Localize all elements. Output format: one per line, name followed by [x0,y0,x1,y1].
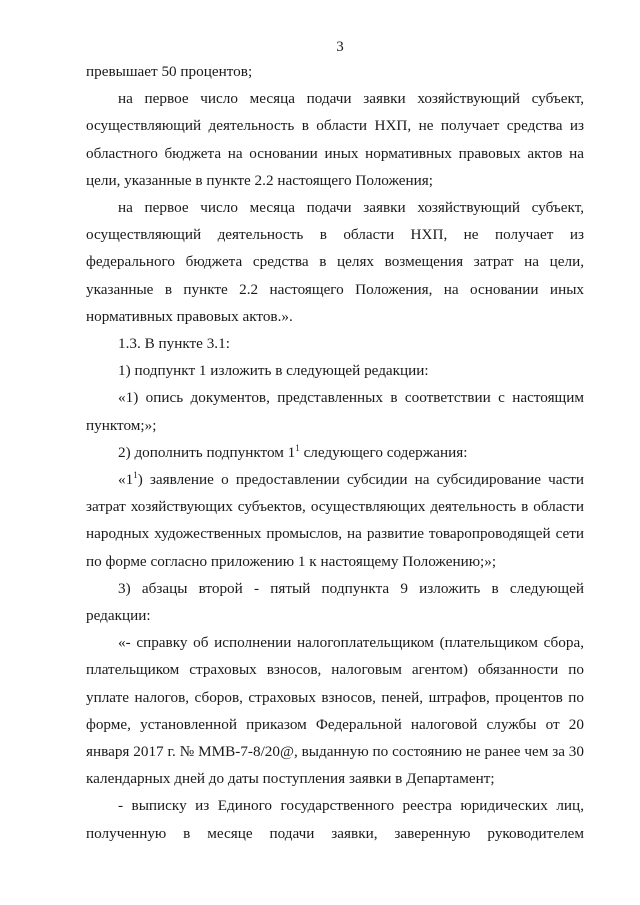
paragraph-condition-federal-budget: на первое число месяца подачи заявки хозяйствующий субъект, осуществляющий деятельность в области НХП, не получает из федерального бюджета средства в целях возмещения затрат на цели, указанные в пункте 2.2 настоящего Положения, на основании иных нормативных правовых актов.». [86,199,584,325]
page-number: 3 [336,39,344,55]
paragraph-subitem-1-text: «1) опись документов, представленных в соответствии с настоящим пунктом;»; [86,389,584,434]
paragraph-item-1-3: 1.3. В пункте 3.1: [118,335,230,353]
paragraph-tax-certificate: «- справку об исполнении налогоплательщиком (плательщиком сбора, плательщиком страховых взносов, налоговым агентом) обязанности по уплате налогов, сборов, страховых взносов, пеней, штрафов, процентов по форме, установленной приказом Федеральной налоговой службы от 20 января 2017 г. № ММВ-7-8/20@, выданную по состоянию не ранее чем за 30 календарных дней до даты поступления заявки в Департамент; [86,634,584,788]
text-fragment: 2) дополнить подпунктом 1 [118,443,296,461]
document-body [86,58,584,847]
text-fragment: ) заявление о предоставлении субсидии на субсидирование части затрат хозяйствующих субъектов, осуществляющих деятельность в области народных художественных промыслов, на развитие товаропроводящей сети по форме согласно приложению 1 к настоящему Положению;»; [86,471,584,570]
paragraph-registry-extract: - выписку из Единого государственного реестра юридических лиц, полученную в месяце подачи заявки, заверенную руководителем [86,797,584,842]
paragraph-continuation: превышает 50 процентов; [86,63,253,80]
paragraph-subitem-3: 3) абзацы второй - пятый подпункта 9 изложить в следующей редакции: [86,579,584,625]
superscript: 1 [295,442,300,453]
text-fragment: следующего содержания: [299,443,468,461]
paragraph-subitem-1: 1) подпункт 1 изложить в следующей редакции: [118,362,429,380]
paragraph-subitem-2 [86,439,584,466]
superscript: 1 [133,469,138,480]
text-fragment: «1 [118,471,134,489]
paragraph-subitem-1-1-text [86,466,584,575]
paragraph-condition-regional-budget: на первое число месяца подачи заявки хозяйствующий субъект, осуществляющий деятельность в области НХП, не получает средства из областного бюджета на основании иных нормативных правовых актов на цели, указанные в пункте 2.2 настоящего Положения; [86,90,584,189]
